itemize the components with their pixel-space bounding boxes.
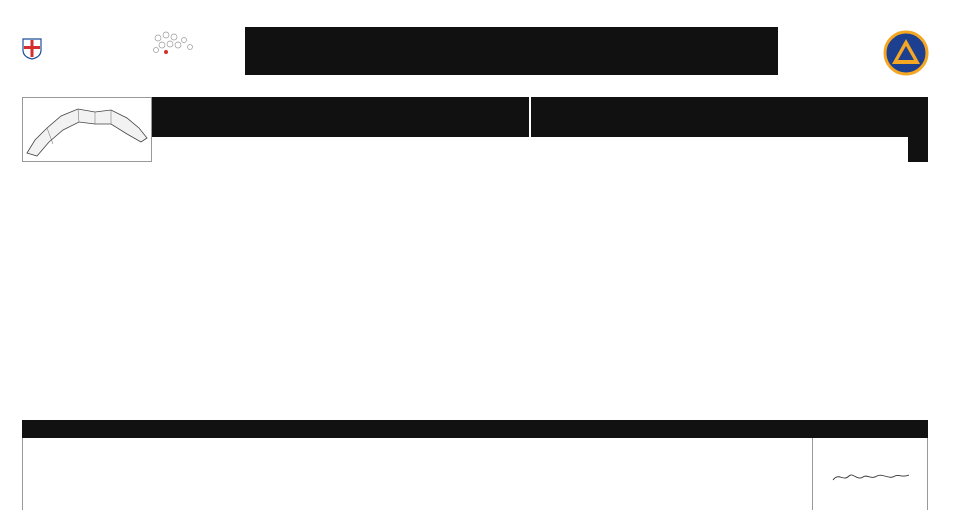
- signature-block: [812, 438, 928, 510]
- civil-protection-icon: [883, 30, 929, 76]
- cfmi-logo: [150, 30, 235, 76]
- cfmi-dots-icon: [150, 30, 198, 56]
- info-header-bar: [22, 420, 928, 438]
- liguria-shield-icon: [22, 38, 42, 60]
- arpal-logo: [22, 36, 137, 66]
- liguria-map-icon: [23, 98, 151, 161]
- liguria-zone-map: [22, 97, 152, 162]
- day-header-tomorrow: [531, 97, 908, 137]
- title-box: [245, 27, 778, 75]
- tendency-header: [908, 97, 928, 162]
- handwritten-signature: [831, 470, 911, 484]
- protezione-civile-logo: [883, 30, 929, 76]
- day-header-today: [152, 97, 529, 137]
- criticality-grid: [22, 97, 928, 417]
- info-body: [22, 438, 812, 510]
